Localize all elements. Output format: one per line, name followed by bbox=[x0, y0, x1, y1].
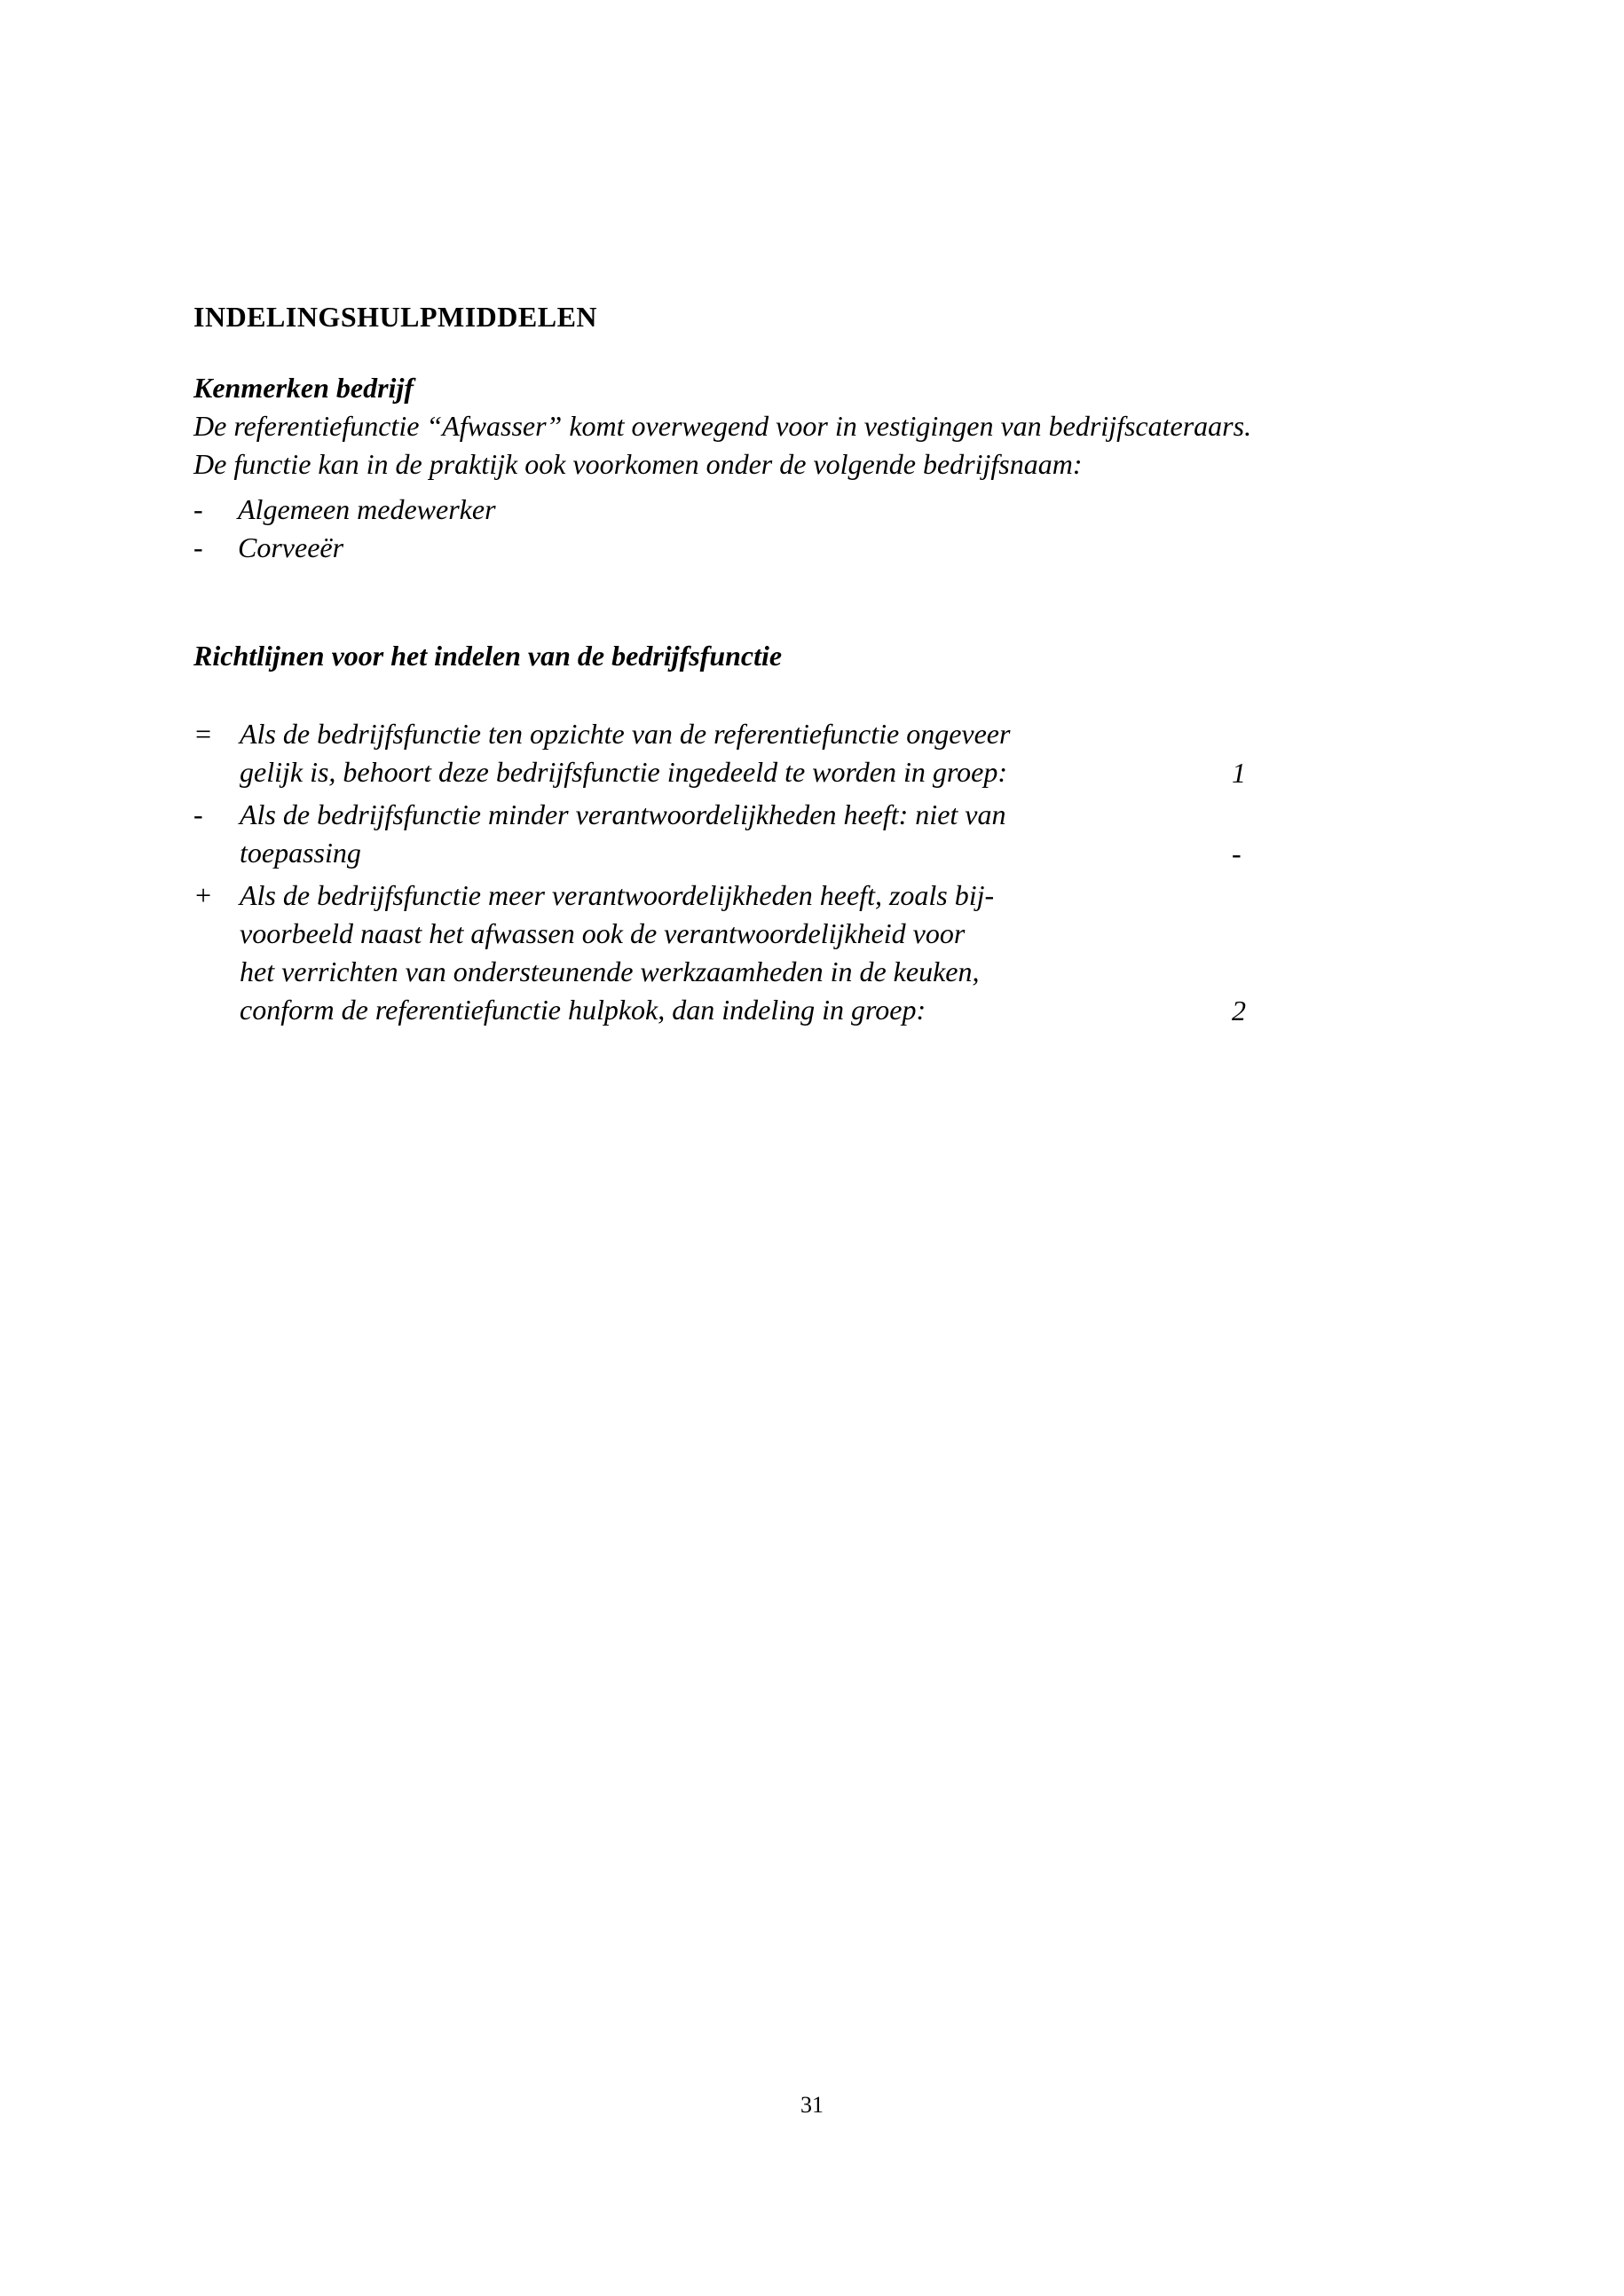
richtlijn-text-line: het verrichten van ondersteunende werkzaamheden in de keuken, bbox=[240, 955, 980, 987]
page-footer bbox=[0, 2092, 1624, 2119]
bedrijfsnamen-list bbox=[193, 491, 1340, 567]
richtlijn-text-line: Als de bedrijfsfunctie minder verantwoordelijkheden heeft: niet van bbox=[240, 798, 1006, 830]
richtlijn-text-line: conform de referentiefunctie hulpkok, dan indeling in groep: bbox=[240, 994, 926, 1026]
richtlijn-text bbox=[240, 715, 1010, 791]
kenmerken-intro-line: De referentiefunctie “Afwasser” komt overwegend voor in vestigingen van bedrijfscateraars. bbox=[193, 410, 1252, 442]
richtlijn-item-equal bbox=[193, 715, 1340, 791]
richtlijn-text bbox=[240, 877, 994, 1029]
list-item-label: Algemeen medewerker bbox=[238, 493, 496, 525]
section-richtlijnen bbox=[193, 637, 1340, 1029]
list-item bbox=[193, 529, 1340, 567]
richtlijnen-items bbox=[193, 715, 1340, 1029]
kenmerken-heading: Kenmerken bedrijf bbox=[193, 372, 414, 404]
section-kenmerken-bedrijf bbox=[193, 369, 1340, 567]
richtlijn-text-line: toepassing bbox=[240, 837, 361, 869]
group-number: - bbox=[1232, 837, 1242, 869]
dash-marker: - bbox=[193, 493, 203, 525]
kenmerken-intro-line: De functie kan in de praktijk ook voorkomen onder de volgende bedrijfsnaam: bbox=[193, 448, 1083, 480]
richtlijn-text bbox=[240, 796, 1005, 872]
list-item-label: Corveeër bbox=[238, 531, 344, 563]
richtlijn-item-plus bbox=[193, 877, 1340, 1029]
plus-marker: + bbox=[193, 879, 213, 911]
minus-marker: - bbox=[193, 798, 203, 830]
richtlijn-text-line: gelijk is, behoort deze bedrijfsfunctie ingedeeld te worden in groep: bbox=[240, 756, 1007, 788]
richtlijn-text-line: voorbeeld naast het afwassen ook de verantwoordelijkheid voor bbox=[240, 917, 966, 949]
richtlijn-text-line: Als de bedrijfsfunctie ten opzichte van de referentiefunctie ongeveer bbox=[240, 718, 1011, 750]
richtlijn-item-minus bbox=[193, 796, 1340, 872]
group-number: 1 bbox=[1232, 757, 1246, 789]
page-content bbox=[193, 298, 1340, 1029]
group-number: 2 bbox=[1232, 995, 1246, 1026]
list-item bbox=[193, 491, 1340, 529]
richtlijn-text-line: Als de bedrijfsfunctie meer verantwoordelijkheden heeft, zoals bij- bbox=[240, 879, 995, 911]
richtlijnen-heading: Richtlijnen voor het indelen van de bedrijfsfunctie bbox=[193, 640, 783, 672]
page-title: INDELINGSHULPMIDDELEN bbox=[193, 301, 598, 333]
dash-marker: - bbox=[193, 531, 203, 563]
page-number: 31 bbox=[800, 2092, 824, 2118]
equals-marker: = bbox=[193, 718, 213, 750]
